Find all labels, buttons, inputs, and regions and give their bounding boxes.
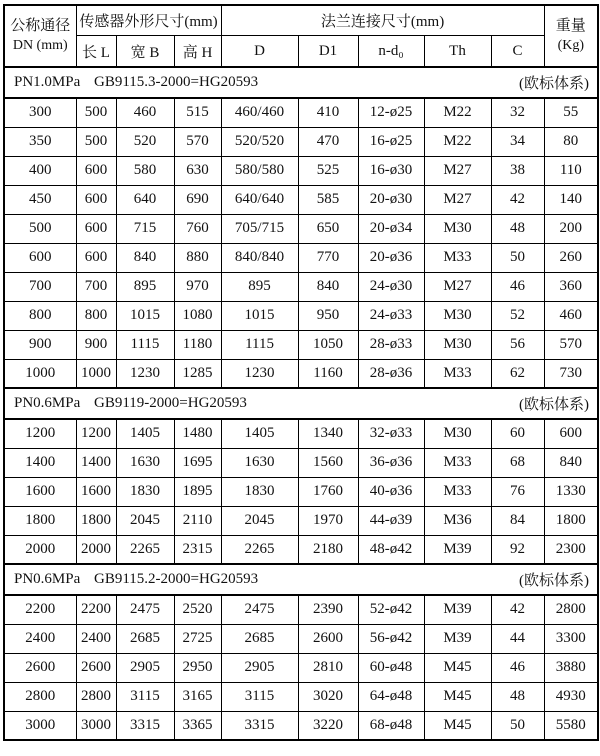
table-cell: 460 bbox=[544, 301, 598, 330]
table-cell: 840 bbox=[116, 243, 174, 272]
table-cell: 42 bbox=[491, 185, 544, 214]
table-cell: 16-ø30 bbox=[358, 156, 424, 185]
section-system-note: (欧标体系) bbox=[519, 397, 590, 413]
table-cell: 600 bbox=[4, 243, 76, 272]
table-cell: M39 bbox=[424, 595, 491, 624]
table-cell: 80 bbox=[544, 127, 598, 156]
table-cell: 200 bbox=[544, 214, 598, 243]
table-cell: 62 bbox=[491, 359, 544, 388]
table-cell: 525 bbox=[298, 156, 358, 185]
header-group-flange-dimensions: 法兰连接尺寸(mm) bbox=[221, 5, 544, 36]
spec-table bbox=[3, 4, 599, 741]
table-row bbox=[4, 272, 598, 301]
table-cell: 1015 bbox=[116, 301, 174, 330]
table-cell: 1560 bbox=[298, 448, 358, 477]
table-cell: 50 bbox=[491, 711, 544, 740]
table-cell: 1800 bbox=[4, 506, 76, 535]
section-row bbox=[4, 67, 598, 98]
table-row bbox=[4, 682, 598, 711]
header-d: D bbox=[221, 36, 298, 68]
section-label bbox=[5, 393, 597, 414]
table-cell: 3115 bbox=[221, 682, 298, 711]
table-cell: 950 bbox=[298, 301, 358, 330]
table-cell: 32-ø33 bbox=[358, 419, 424, 448]
table-row bbox=[4, 506, 598, 535]
table-cell: 1015 bbox=[221, 301, 298, 330]
table-cell: 140 bbox=[544, 185, 598, 214]
table-cell: M45 bbox=[424, 711, 491, 740]
table-cell: 2800 bbox=[544, 595, 598, 624]
header-dn-unit: DN (mm) bbox=[12, 37, 68, 53]
table-cell: M30 bbox=[424, 301, 491, 330]
table-cell: 3000 bbox=[4, 711, 76, 740]
table-cell: 2520 bbox=[174, 595, 221, 624]
table-cell: 3115 bbox=[116, 682, 174, 711]
table-cell: 2300 bbox=[544, 535, 598, 564]
table-cell: 1285 bbox=[174, 359, 221, 388]
header-nominal-diameter bbox=[4, 5, 76, 67]
table-cell: 500 bbox=[76, 98, 116, 127]
table-cell: 840 bbox=[298, 272, 358, 301]
table-cell: 3315 bbox=[221, 711, 298, 740]
table-cell: 640 bbox=[116, 185, 174, 214]
table-row bbox=[4, 477, 598, 506]
table-cell: 2600 bbox=[4, 653, 76, 682]
table-cell: 1695 bbox=[174, 448, 221, 477]
table-cell: 110 bbox=[544, 156, 598, 185]
table-cell: 2475 bbox=[221, 595, 298, 624]
table-cell: 2110 bbox=[174, 506, 221, 535]
table-cell: M45 bbox=[424, 682, 491, 711]
table-row bbox=[4, 711, 598, 740]
table-cell: 470 bbox=[298, 127, 358, 156]
table-cell: 92 bbox=[491, 535, 544, 564]
table-cell: 410 bbox=[298, 98, 358, 127]
table-cell: 2685 bbox=[221, 624, 298, 653]
table-cell: 715 bbox=[116, 214, 174, 243]
table-row bbox=[4, 595, 598, 624]
table-cell: 1405 bbox=[116, 419, 174, 448]
table-cell: 20-ø34 bbox=[358, 214, 424, 243]
table-cell: 1400 bbox=[76, 448, 116, 477]
table-cell: 600 bbox=[76, 214, 116, 243]
table-cell: 350 bbox=[4, 127, 76, 156]
table-cell: 2000 bbox=[76, 535, 116, 564]
table-cell: 52-ø42 bbox=[358, 595, 424, 624]
table-cell: 46 bbox=[491, 272, 544, 301]
table-cell: 600 bbox=[76, 243, 116, 272]
table-cell: 3315 bbox=[116, 711, 174, 740]
table-cell: 1115 bbox=[116, 330, 174, 359]
table-cell: 48 bbox=[491, 214, 544, 243]
header-width: 宽 B bbox=[116, 36, 174, 68]
table-cell: 1000 bbox=[4, 359, 76, 388]
table-cell: 44 bbox=[491, 624, 544, 653]
table-cell: 900 bbox=[76, 330, 116, 359]
table-cell: 34 bbox=[491, 127, 544, 156]
section-pressure-rating: PN0.6MPa bbox=[14, 571, 81, 587]
table-cell: 42 bbox=[491, 595, 544, 624]
table-cell: 1330 bbox=[544, 477, 598, 506]
header-row-2 bbox=[4, 36, 598, 68]
section-pressure-rating: PN1.0MPa bbox=[14, 74, 81, 90]
table-cell: 640/640 bbox=[221, 185, 298, 214]
table-cell: 1230 bbox=[116, 359, 174, 388]
table-cell: 520 bbox=[116, 127, 174, 156]
table-cell: 570 bbox=[174, 127, 221, 156]
section-cell bbox=[4, 564, 598, 595]
header-weight bbox=[544, 5, 598, 67]
table-cell: 2180 bbox=[298, 535, 358, 564]
table-cell: 2950 bbox=[174, 653, 221, 682]
table-cell: 895 bbox=[116, 272, 174, 301]
table-cell: 16-ø25 bbox=[358, 127, 424, 156]
table-cell: 1340 bbox=[298, 419, 358, 448]
table-cell: 840 bbox=[544, 448, 598, 477]
table-cell: M30 bbox=[424, 330, 491, 359]
table-cell: 1115 bbox=[221, 330, 298, 359]
table-cell: 600 bbox=[544, 419, 598, 448]
table-cell: M33 bbox=[424, 359, 491, 388]
table-cell: 1830 bbox=[116, 477, 174, 506]
table-cell: M30 bbox=[424, 419, 491, 448]
table-cell: 1405 bbox=[221, 419, 298, 448]
section-standard-code: GB9115.3-2000=HG20593 bbox=[94, 74, 259, 90]
table-cell: 2200 bbox=[4, 595, 76, 624]
table-cell: 46 bbox=[491, 653, 544, 682]
table-cell: 570 bbox=[544, 330, 598, 359]
table-cell: M30 bbox=[424, 214, 491, 243]
table-cell: 1830 bbox=[221, 477, 298, 506]
table-header bbox=[4, 5, 598, 67]
table-cell: 260 bbox=[544, 243, 598, 272]
section-row bbox=[4, 564, 598, 595]
table-cell: 2400 bbox=[76, 624, 116, 653]
table-cell: 460 bbox=[116, 98, 174, 127]
table-cell: M33 bbox=[424, 448, 491, 477]
table-cell: 12-ø25 bbox=[358, 98, 424, 127]
table-cell: 840/840 bbox=[221, 243, 298, 272]
section-label bbox=[5, 569, 597, 590]
table-cell: 40-ø36 bbox=[358, 477, 424, 506]
table-cell: 580 bbox=[116, 156, 174, 185]
table-cell: M39 bbox=[424, 535, 491, 564]
table-cell: 2810 bbox=[298, 653, 358, 682]
table-cell: 700 bbox=[76, 272, 116, 301]
table-cell: 1050 bbox=[298, 330, 358, 359]
table-cell: M22 bbox=[424, 98, 491, 127]
table-cell: 2045 bbox=[221, 506, 298, 535]
table-cell: M33 bbox=[424, 477, 491, 506]
table-cell: 56-ø42 bbox=[358, 624, 424, 653]
table-cell: 500 bbox=[76, 127, 116, 156]
header-row-1 bbox=[4, 5, 598, 36]
header-length: 长 L bbox=[76, 36, 116, 68]
table-cell: 68 bbox=[491, 448, 544, 477]
table-cell: 60 bbox=[491, 419, 544, 448]
table-cell: 2905 bbox=[116, 653, 174, 682]
table-cell: 1895 bbox=[174, 477, 221, 506]
table-cell: 2265 bbox=[221, 535, 298, 564]
table-row bbox=[4, 419, 598, 448]
table-cell: 300 bbox=[4, 98, 76, 127]
table-cell: 1200 bbox=[76, 419, 116, 448]
table-cell: 600 bbox=[76, 185, 116, 214]
table-cell: M27 bbox=[424, 272, 491, 301]
table-cell: 2400 bbox=[4, 624, 76, 653]
table-cell: M27 bbox=[424, 185, 491, 214]
table-cell: 2905 bbox=[221, 653, 298, 682]
table-cell: 28-ø36 bbox=[358, 359, 424, 388]
table-cell: 2200 bbox=[76, 595, 116, 624]
header-height: 高 H bbox=[174, 36, 221, 68]
table-cell: 2800 bbox=[4, 682, 76, 711]
table-cell: 3880 bbox=[544, 653, 598, 682]
section-system-note: (欧标体系) bbox=[519, 573, 590, 589]
table-cell: 700 bbox=[4, 272, 76, 301]
table-row bbox=[4, 535, 598, 564]
table-cell: 2390 bbox=[298, 595, 358, 624]
table-cell: 60-ø48 bbox=[358, 653, 424, 682]
table-cell: 2600 bbox=[298, 624, 358, 653]
table-cell: 56 bbox=[491, 330, 544, 359]
table-row bbox=[4, 185, 598, 214]
section-standard-code: GB9115.2-2000=HG20593 bbox=[94, 571, 259, 587]
table-row bbox=[4, 301, 598, 330]
table-row bbox=[4, 127, 598, 156]
table-cell: 895 bbox=[221, 272, 298, 301]
table-cell: 2600 bbox=[76, 653, 116, 682]
table-row bbox=[4, 359, 598, 388]
table-cell: 48-ø42 bbox=[358, 535, 424, 564]
table-body bbox=[4, 67, 598, 740]
table-row bbox=[4, 448, 598, 477]
table-cell: 500 bbox=[4, 214, 76, 243]
table-cell: 38 bbox=[491, 156, 544, 185]
section-standard-code: GB9119-2000=HG20593 bbox=[94, 395, 247, 411]
table-cell: 1970 bbox=[298, 506, 358, 535]
table-cell: 4930 bbox=[544, 682, 598, 711]
table-cell: 1630 bbox=[221, 448, 298, 477]
table-cell: 2045 bbox=[116, 506, 174, 535]
table-cell: 1200 bbox=[4, 419, 76, 448]
table-cell: 630 bbox=[174, 156, 221, 185]
section-system-note: (欧标体系) bbox=[519, 76, 590, 92]
section-cell bbox=[4, 67, 598, 98]
table-cell: 2725 bbox=[174, 624, 221, 653]
table-cell: 24-ø33 bbox=[358, 301, 424, 330]
table-cell: 650 bbox=[298, 214, 358, 243]
header-nominal-diameter-label: 公称通径 bbox=[10, 18, 71, 35]
table-cell: 690 bbox=[174, 185, 221, 214]
table-cell: 3000 bbox=[76, 711, 116, 740]
table-cell: M36 bbox=[424, 506, 491, 535]
header-c: C bbox=[491, 36, 544, 68]
table-cell: 1800 bbox=[76, 506, 116, 535]
table-cell: 1400 bbox=[4, 448, 76, 477]
section-cell bbox=[4, 388, 598, 419]
table-cell: 2800 bbox=[76, 682, 116, 711]
table-cell: 50 bbox=[491, 243, 544, 272]
table-cell: 1080 bbox=[174, 301, 221, 330]
header-weight-label: 重量 bbox=[555, 18, 586, 35]
header-th: Th bbox=[424, 36, 491, 68]
table-cell: 800 bbox=[76, 301, 116, 330]
table-cell: 1600 bbox=[4, 477, 76, 506]
table-row bbox=[4, 98, 598, 127]
table-row bbox=[4, 330, 598, 359]
table-cell: 460/460 bbox=[221, 98, 298, 127]
table-cell: 1800 bbox=[544, 506, 598, 535]
table-cell: M22 bbox=[424, 127, 491, 156]
table-cell: 1480 bbox=[174, 419, 221, 448]
table-cell: M27 bbox=[424, 156, 491, 185]
table-cell: 48 bbox=[491, 682, 544, 711]
table-cell: 800 bbox=[4, 301, 76, 330]
table-cell: 1230 bbox=[221, 359, 298, 388]
table-cell: 520/520 bbox=[221, 127, 298, 156]
table-cell: M45 bbox=[424, 653, 491, 682]
table-cell: 2475 bbox=[116, 595, 174, 624]
table-cell: 84 bbox=[491, 506, 544, 535]
header-group-sensor-dimensions: 传感器外形尺寸(mm) bbox=[76, 5, 221, 36]
table-cell: 5580 bbox=[544, 711, 598, 740]
table-cell: 3165 bbox=[174, 682, 221, 711]
table-cell: 1630 bbox=[116, 448, 174, 477]
table-cell: 515 bbox=[174, 98, 221, 127]
table-cell: 970 bbox=[174, 272, 221, 301]
table-row bbox=[4, 156, 598, 185]
header-d1: D1 bbox=[298, 36, 358, 68]
table-cell: 64-ø48 bbox=[358, 682, 424, 711]
table-cell: 600 bbox=[76, 156, 116, 185]
table-cell: 705/715 bbox=[221, 214, 298, 243]
table-cell: M33 bbox=[424, 243, 491, 272]
section-row bbox=[4, 388, 598, 419]
table-cell: 1180 bbox=[174, 330, 221, 359]
table-cell: 760 bbox=[174, 214, 221, 243]
table-cell: 2265 bbox=[116, 535, 174, 564]
table-cell: 20-ø30 bbox=[358, 185, 424, 214]
table-cell: 730 bbox=[544, 359, 598, 388]
table-cell: 400 bbox=[4, 156, 76, 185]
table-cell: 580/580 bbox=[221, 156, 298, 185]
table-cell: 52 bbox=[491, 301, 544, 330]
table-cell: 770 bbox=[298, 243, 358, 272]
table-cell: 1600 bbox=[76, 477, 116, 506]
table-cell: 68-ø48 bbox=[358, 711, 424, 740]
table-cell: 585 bbox=[298, 185, 358, 214]
table-cell: 44-ø39 bbox=[358, 506, 424, 535]
table-cell: 360 bbox=[544, 272, 598, 301]
section-label bbox=[5, 72, 597, 93]
table-cell: 3300 bbox=[544, 624, 598, 653]
table-cell: 3020 bbox=[298, 682, 358, 711]
table-cell: 900 bbox=[4, 330, 76, 359]
table-cell: 32 bbox=[491, 98, 544, 127]
table-cell: 1760 bbox=[298, 477, 358, 506]
table-cell: 880 bbox=[174, 243, 221, 272]
table-row bbox=[4, 243, 598, 272]
table-row bbox=[4, 653, 598, 682]
table-cell: 24-ø30 bbox=[358, 272, 424, 301]
table-row bbox=[4, 214, 598, 243]
table-row bbox=[4, 624, 598, 653]
header-n-d0: n-d₀ bbox=[358, 36, 424, 68]
table-cell: 3220 bbox=[298, 711, 358, 740]
table-cell: 2000 bbox=[4, 535, 76, 564]
section-pressure-rating: PN0.6MPa bbox=[14, 395, 81, 411]
table-cell: 1000 bbox=[76, 359, 116, 388]
table-cell: 450 bbox=[4, 185, 76, 214]
table-cell: M39 bbox=[424, 624, 491, 653]
table-cell: 76 bbox=[491, 477, 544, 506]
table-cell: 1160 bbox=[298, 359, 358, 388]
header-weight-unit: (Kg) bbox=[557, 37, 585, 53]
table-cell: 2315 bbox=[174, 535, 221, 564]
table-cell: 3365 bbox=[174, 711, 221, 740]
table-cell: 2685 bbox=[116, 624, 174, 653]
table-cell: 55 bbox=[544, 98, 598, 127]
table-cell: 28-ø33 bbox=[358, 330, 424, 359]
table-cell: 20-ø36 bbox=[358, 243, 424, 272]
table-cell: 36-ø36 bbox=[358, 448, 424, 477]
